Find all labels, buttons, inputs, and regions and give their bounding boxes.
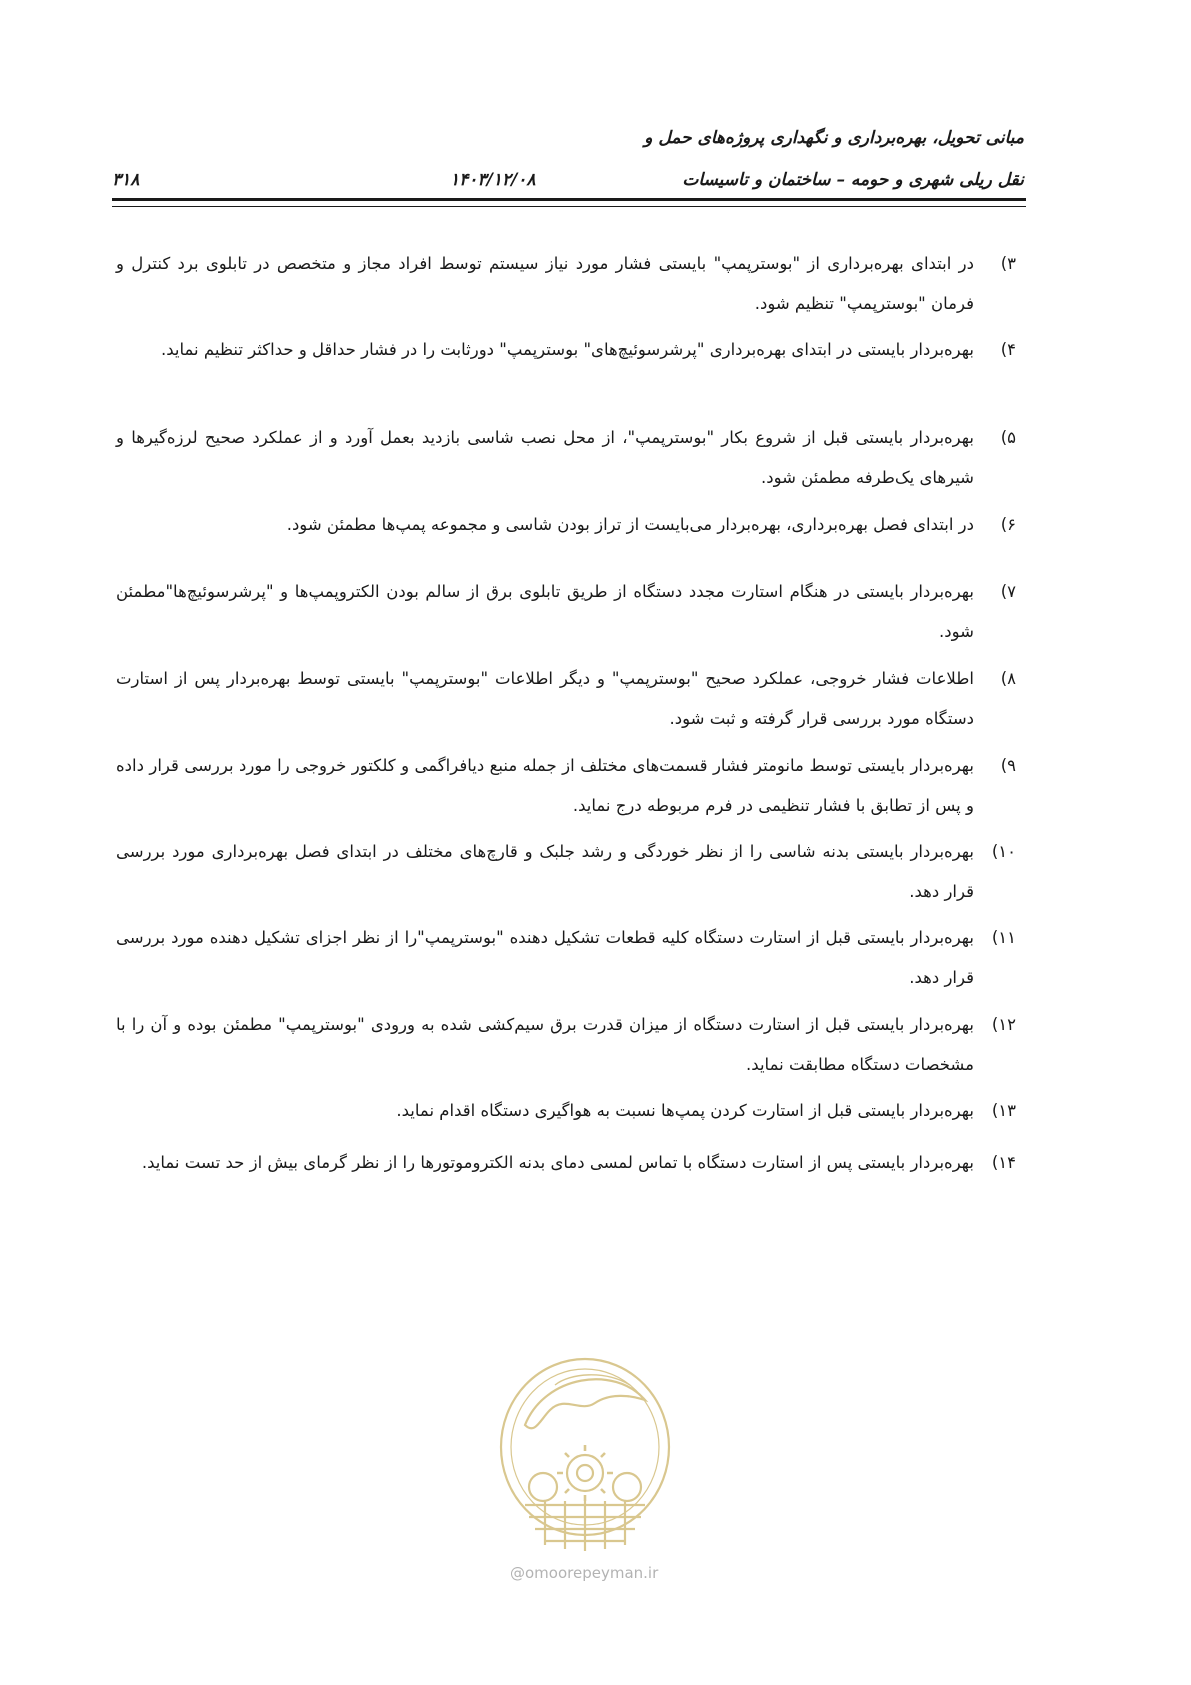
header-row xyxy=(112,170,1024,196)
item-text: بهره‌بردار بایستی توسط مانومتر فشار قسمت‌های مختلف از جمله منبع دیافراگمی و کلکتور خروجی را مورد بررسی قرار داده و پس از تطابق با فشار تنظیمی در فرم مربوطه درج نماید. xyxy=(116,756,974,815)
item-text: بهره‌بردار بایستی پس از استارت دستگاه با تماس لمسی دمای بدنه الکتروموتورها را از نظر گرمای بیش از حد تست نماید. xyxy=(141,1153,974,1172)
item-text: در ابتدای بهره‌برداری از "بوسترپمپ" بایستی فشار مورد نیاز سیستم توسط افراد مجاز و متخصص در تابلوی برد کنترل و فرمان "بوسترپمپ" تنظیم شود. xyxy=(116,254,974,313)
item-number: ۳) xyxy=(1000,254,1016,273)
list-item xyxy=(116,1143,1016,1183)
item-text: بهره‌بردار بایستی در هنگام استارت مجدد دستگاه از طریق تابلوی برق از سالم بودن الکتروپمپ‌ها و "پرشرسوئیچ‌ها"مطمئن شود. xyxy=(116,582,974,641)
watermark-url: @omoorepeyman.ir xyxy=(510,1564,659,1582)
list-item xyxy=(116,918,1016,998)
item-number: ۱۳) xyxy=(991,1101,1016,1120)
item-number: ۱۰) xyxy=(991,842,1016,861)
header-title-line1: مبانی تحویل، بهره‌برداری و نگهداری پروژه‌های حمل و xyxy=(644,128,1024,148)
list-item xyxy=(116,746,1016,826)
list-item xyxy=(116,1091,1016,1131)
item-text: بهره‌بردار بایستی قبل از استارت دستگاه کلیه قطعات تشکیل دهنده "بوسترپمپ"را از نظر اجزای تشکیل دهنده مورد بررسی قرار دهد. xyxy=(116,928,974,987)
item-number: ۵) xyxy=(1000,428,1016,447)
list-item xyxy=(116,330,1016,370)
item-number: ۱۱) xyxy=(991,928,1016,947)
header-date: ۱۴۰۳/۱۲/۰۸ xyxy=(450,170,536,190)
watermark-logo-icon xyxy=(495,1355,675,1567)
list-item xyxy=(116,832,1016,912)
item-text: بهره‌بردار بایستی قبل از استارت دستگاه از میزان قدرت برق سیم‌کشی شده به ورودی "بوسترپمپ" مطمئن بوده و آن را با مشخصات دستگاه مطابقت نماید. xyxy=(116,1015,974,1074)
header-rule-thin xyxy=(112,206,1026,207)
item-number: ۱۲) xyxy=(991,1015,1016,1034)
item-text: اطلاعات فشار خروجی، عملکرد صحیح "بوسترپمپ" و دیگر اطلاعات "بوسترپمپ" بایستی توسط بهره‌بردار پس از استارت دستگاه مورد بررسی قرار گرفته و ثبت شود. xyxy=(116,669,974,728)
item-number: ۱۴) xyxy=(991,1153,1016,1172)
item-text: بهره‌بردار بایستی در ابتدای بهره‌برداری "پرشرسوئیچ‌های" بوسترپمپ" دورثابت را در فشار حداقل و حداکثر تنظیم نماید. xyxy=(160,340,974,359)
list-item xyxy=(116,659,1016,739)
list-item xyxy=(116,505,1016,545)
header-rule-thick xyxy=(112,198,1026,201)
list-item xyxy=(116,1005,1016,1085)
item-number: ۷) xyxy=(1000,582,1016,601)
page-number: ۳۱۸ xyxy=(112,170,140,190)
item-text: در ابتدای فصل بهره‌برداری، بهره‌بردار می‌بایست از تراز بودن شاسی و مجموعه پمپ‌ها مطمئن شود. xyxy=(286,515,974,534)
item-text: بهره‌بردار بایستی قبل از شروع بکار "بوسترپمپ"، از محل نصب شاسی بازدید بعمل آورد و از عملکرد صحیح لرزه‌گیرها و شیرهای یک‌طرفه مطمئن شود. xyxy=(116,428,974,487)
item-number: ۶) xyxy=(1000,515,1016,534)
item-text: بهره‌بردار بایستی قبل از استارت کردن پمپ‌ها نسبت به هواگیری دستگاه اقدام نماید. xyxy=(396,1101,974,1120)
item-text: بهره‌بردار بایستی بدنه شاسی را از نظر خوردگی و رشد جلبک و قارچ‌های مختلف در ابتدای فصل بهره‌برداری مورد بررسی قرار دهد. xyxy=(116,842,974,901)
header-title-line2: نقل ریلی شهری و حومه – ساختمان و تاسیسات xyxy=(682,170,1024,190)
item-number: ۴) xyxy=(1000,340,1016,359)
list-item xyxy=(116,418,1016,498)
item-number: ۹) xyxy=(1000,756,1016,775)
list-item xyxy=(116,244,1016,324)
list-item xyxy=(116,572,1016,652)
item-number: ۸) xyxy=(1000,669,1016,688)
